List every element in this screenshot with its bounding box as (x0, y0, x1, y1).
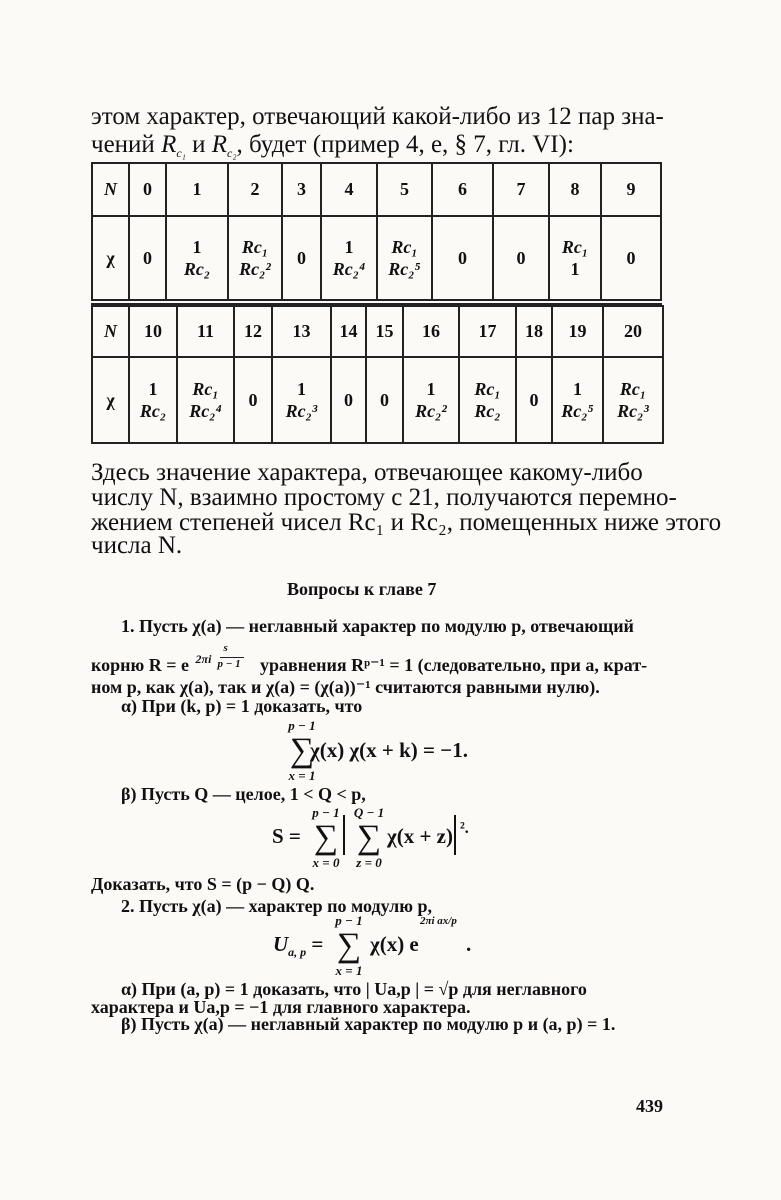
q1-line-1: 1. Пусть χ(a) — неглавный характер по модулю p, отвечающий (121, 616, 634, 636)
chi-value: Rc₂ (139, 401, 167, 421)
chi-value: Rc₂ (183, 259, 211, 279)
sigma-icon: ∑ (336, 927, 362, 964)
table-cell-chi (331, 357, 366, 443)
sum-lower-limit: x = 1 (335, 963, 363, 978)
chi-value: Rc₁ (241, 236, 269, 257)
table-cell-chi (129, 216, 166, 300)
sum-lower-limit: z = 0 (356, 855, 382, 870)
formula-alpha-body: χ(x) χ(x + k) = −1. (310, 738, 468, 762)
chi-value: Rc₂⁴ (332, 259, 366, 279)
table-cell-chi (321, 216, 377, 300)
formula-beta-lhs: S = (272, 824, 301, 848)
q1-prove: Доказать, что S = (p − Q) Q. (91, 874, 315, 894)
sum-lower-limit: x = 0 (312, 855, 340, 870)
table-cell-n: 6 (432, 163, 493, 216)
table-cell-chi (516, 357, 552, 443)
q1-line-3: ном p, как χ(a), так и χ(a) = (χ(a))⁻¹ считаются равными нулю). (91, 677, 600, 697)
chi-value: 0 (143, 247, 152, 268)
chi-value: Rc₁ (561, 236, 589, 257)
table-cell-chi (272, 357, 331, 443)
chi-value: Rc₁ (474, 378, 501, 399)
table-cell-n: 16 (403, 306, 459, 357)
abs-bar-left (343, 815, 345, 855)
table-cell-n: 8 (549, 163, 601, 216)
formula-u-lhs: $U_{a, p}$ = (273, 932, 324, 959)
chi-value: Rc₂³ (285, 401, 318, 421)
chi-value: 0 (248, 389, 258, 410)
table-cell-chi (282, 216, 321, 300)
header-cell-n: N (92, 163, 129, 216)
sum-upper-limit: p − 1 (288, 718, 316, 733)
formula-beta-tail: ². (460, 820, 469, 837)
header-cell-chi: χ (92, 357, 129, 443)
chi-value: 1 (573, 378, 582, 399)
table-cell-n: 18 (516, 306, 552, 357)
table-cell-n: 11 (177, 306, 234, 357)
sum-u (326, 913, 372, 979)
chi-value: 1 (570, 259, 580, 279)
sum-beta-inner (349, 805, 389, 871)
table-row (92, 216, 661, 300)
table-cell-chi (603, 357, 663, 443)
para-line-4: числа N. (91, 532, 183, 559)
table-cell-n: 5 (377, 163, 432, 216)
page-number: 439 (636, 1096, 663, 1116)
table-cell-n: 17 (459, 306, 516, 357)
chi-value: Rc₂⁵ (561, 401, 594, 421)
chi-value: 1 (344, 236, 354, 257)
section-title: Вопросы к главе 7 (287, 579, 437, 599)
table-cell-n: 9 (601, 163, 661, 216)
chi-value: 0 (458, 247, 467, 268)
formula-u-body: χ(x) e (370, 932, 419, 956)
exponent-denominator: p − 1 (217, 658, 241, 670)
chi-value: 1 (426, 378, 436, 399)
table-cell-chi (129, 357, 177, 443)
header-cell-n: N (92, 306, 129, 357)
table-cell-chi (377, 216, 432, 300)
table-cell-chi (432, 216, 493, 300)
chi-value: 1 (192, 236, 202, 257)
table-cell-n: 19 (552, 306, 603, 357)
table-cell-chi (459, 357, 516, 443)
table-cell-chi (552, 357, 603, 443)
character-table-top (91, 162, 662, 301)
sigma-icon: ∑ (356, 819, 382, 856)
chi-value: Rc₁ (192, 378, 219, 399)
table-row (92, 163, 661, 216)
chi-value: Rc₂ (474, 401, 501, 421)
chi-value: 0 (516, 247, 526, 268)
q1-line-2: корню R = e 2πi s p − 1 уравнения Rᵖ⁻¹ = 1 (следовательно, при a, крат- (91, 642, 648, 675)
chi-value: 1 (297, 378, 306, 399)
table-cell-chi (366, 357, 403, 443)
table-cell-chi (493, 216, 549, 300)
chi-value: 0 (297, 247, 306, 268)
intro-line-2: чений $R_{c_1}$ и $R_{c_2}$, будет (пример 4, е, § 7, гл. VI): (91, 131, 574, 160)
table-cell-chi (228, 216, 282, 300)
table-cell-chi (549, 216, 601, 300)
q2-line-1: 2. Пусть χ(a) — характер по модулю p, (121, 896, 432, 916)
intro-line-1: этом характер, отвечающий какой-либо из 12 пар зна- (91, 103, 664, 130)
table-cell-chi (177, 357, 234, 443)
q1-alpha: α) При (k, p) = 1 доказать, что (121, 696, 363, 716)
chi-value: 0 (344, 389, 353, 410)
para-line-3: жением степеней чисел Rc₁ и Rc₂, помещенных ниже этого (91, 509, 722, 536)
exponent-pre: 2πi (195, 652, 212, 666)
q1-beta: β) Пусть Q — целое, 1 < Q < p, (121, 784, 366, 804)
chi-value: Rc₂³ (617, 401, 649, 421)
para-line-2: числу N, взаимно простому с 21, получаются перемно- (91, 484, 677, 511)
table-cell-n: 4 (321, 163, 377, 216)
sum-lower-limit: x = 1 (288, 768, 316, 783)
table-cell-n: 13 (272, 306, 331, 357)
q2-alpha-line-1: α) При (a, p) = 1 доказать, что | Ua,p | = √p для неглавного (121, 979, 587, 999)
formula-u-exponent: 2πi ax/p (420, 915, 457, 927)
table-cell-n: 12 (234, 306, 272, 357)
character-table-bottom (91, 305, 664, 444)
chi-value: Rc₁ (391, 236, 418, 257)
chi-value: 0 (626, 247, 636, 268)
formula-u-end: . (466, 932, 472, 956)
table-cell-n: 2 (228, 163, 282, 216)
chi-value: Rc₁ (619, 378, 647, 399)
table-cell-chi (234, 357, 272, 443)
para-line-1: Здесь значение характера, отвечающее какому-либо (91, 459, 643, 486)
exponent-numerator: s (223, 642, 228, 654)
table-cell-chi (403, 357, 459, 443)
table-row (92, 306, 663, 357)
chi-value: 0 (380, 389, 389, 410)
table-cell-n: 7 (493, 163, 549, 216)
table-divider (91, 299, 662, 301)
table-cell-chi (601, 216, 661, 300)
sum-upper-limit: p − 1 (312, 805, 340, 820)
table-cell-n: 14 (331, 306, 366, 357)
sigma-icon: ∑ (313, 819, 339, 856)
table-cell-n: 15 (366, 306, 403, 357)
sum-beta-outer (306, 805, 346, 871)
chi-value: Rc₂⁵ (388, 259, 421, 279)
table-cell-n: 1 (166, 163, 228, 216)
chi-value: Rc₂² (239, 259, 271, 279)
chi-value: Rc₂⁴ (189, 401, 222, 421)
table-cell-chi (166, 216, 228, 300)
chi-value: Rc₂² (415, 401, 447, 421)
sum-upper-limit: p − 1 (335, 913, 363, 928)
table-row (92, 357, 663, 443)
chi-value: 0 (529, 389, 539, 410)
formula-beta-body: χ(x + z) (387, 824, 453, 848)
q2-beta-line: β) Пусть χ(a) — неглавный характер по модулю p и (a, p) = 1. (121, 1014, 616, 1034)
sum-upper-limit: Q − 1 (353, 805, 385, 820)
table-cell-n: 0 (129, 163, 166, 216)
table-cell-n: 20 (603, 306, 663, 357)
chi-value: 1 (148, 378, 158, 399)
sigma-icon: ∑ (289, 732, 315, 769)
abs-bar-right (454, 815, 456, 855)
header-cell-chi: χ (92, 216, 129, 300)
table-cell-n: 3 (282, 163, 321, 216)
table-cell-n: 10 (129, 306, 177, 357)
q2-alpha-line-2: характера и Ua,p = −1 для главного характера. (91, 997, 471, 1017)
